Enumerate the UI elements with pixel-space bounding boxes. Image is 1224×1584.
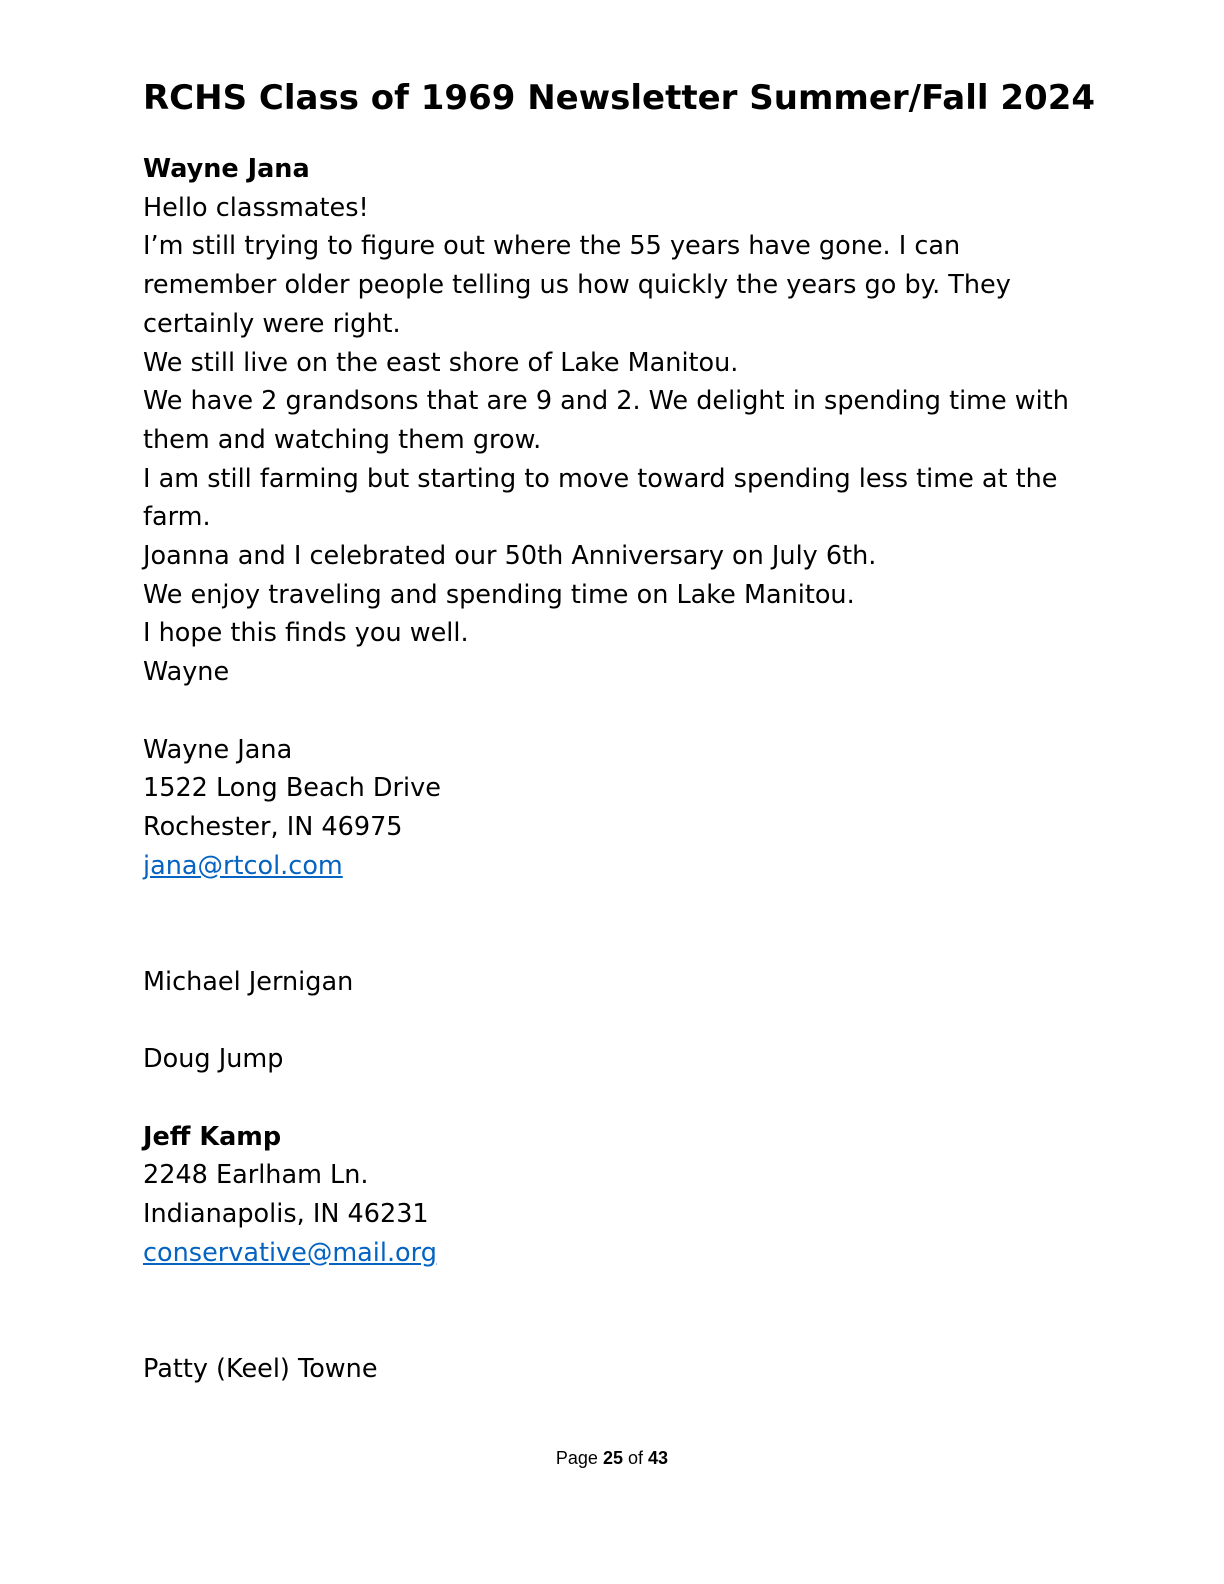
message-line: We still live on the east shore of Lake Manitou.: [143, 347, 739, 378]
spacer: [143, 1311, 1063, 1350]
message-line: I hope this finds you well.: [143, 618, 469, 649]
entry-name-michael-jernigan: Michael Jernigan: [143, 966, 354, 997]
entry-name-doug-jump: Doug Jump: [143, 1044, 284, 1075]
message-line: Hello classmates!: [143, 192, 369, 223]
message-line: We have 2 grandsons that are 9 and 2. We delight in spending time with: [143, 386, 1069, 417]
message-line: I am still farming but starting to move toward spending less time at the: [143, 463, 1058, 494]
address-street: 1522 Long Beach Drive: [143, 773, 441, 804]
spacer: [143, 1001, 1063, 1040]
address-city: Indianapolis, IN 46231: [143, 1198, 429, 1229]
message-line: certainly were right.: [143, 308, 401, 339]
spacer: [143, 1272, 1063, 1311]
message-line: I’m still trying to figure out where the 55 years have gone. I can: [143, 231, 961, 262]
email-link-wayne[interactable]: jana@rtcol.com: [143, 850, 343, 881]
of-label: of: [628, 1448, 644, 1468]
message-signature: Wayne: [143, 657, 230, 688]
page-label: Page: [555, 1448, 598, 1468]
message-line: farm.: [143, 502, 211, 533]
spacer: [143, 885, 1063, 924]
entry-heading-wayne-jana: Wayne Jana: [143, 154, 310, 184]
page-title: RCHS Class of 1969 Newsletter Summer/Fall 2024: [143, 78, 1096, 118]
newsletter-content: [143, 150, 1069, 1388]
message-line: We enjoy traveling and spending time on Lake Manitou.: [143, 579, 855, 610]
message-line: Joanna and I celebrated our 50th Anniversary on July 6th.: [143, 541, 877, 572]
page-number: 25: [602, 1448, 623, 1468]
entry-heading-jeff-kamp: Jeff Kamp: [143, 1121, 282, 1152]
message-line: them and watching them grow.: [143, 424, 542, 455]
address-name: Wayne Jana: [143, 734, 293, 765]
page-total: 43: [648, 1448, 669, 1468]
spacer: [143, 1079, 1063, 1118]
message-line: remember older people telling us how quickly the years go by. They: [143, 270, 1011, 301]
page-footer: [0, 1446, 1224, 1470]
address-street: 2248 Earlham Ln.: [143, 1160, 369, 1191]
address-city: Rochester, IN 46975: [143, 811, 403, 842]
email-link-jeff[interactable]: conservative@mail.org: [143, 1237, 437, 1268]
spacer: [143, 692, 1063, 731]
entry-name-patty-towne: Patty (Keel) Towne: [143, 1353, 378, 1384]
spacer: [143, 924, 1063, 963]
